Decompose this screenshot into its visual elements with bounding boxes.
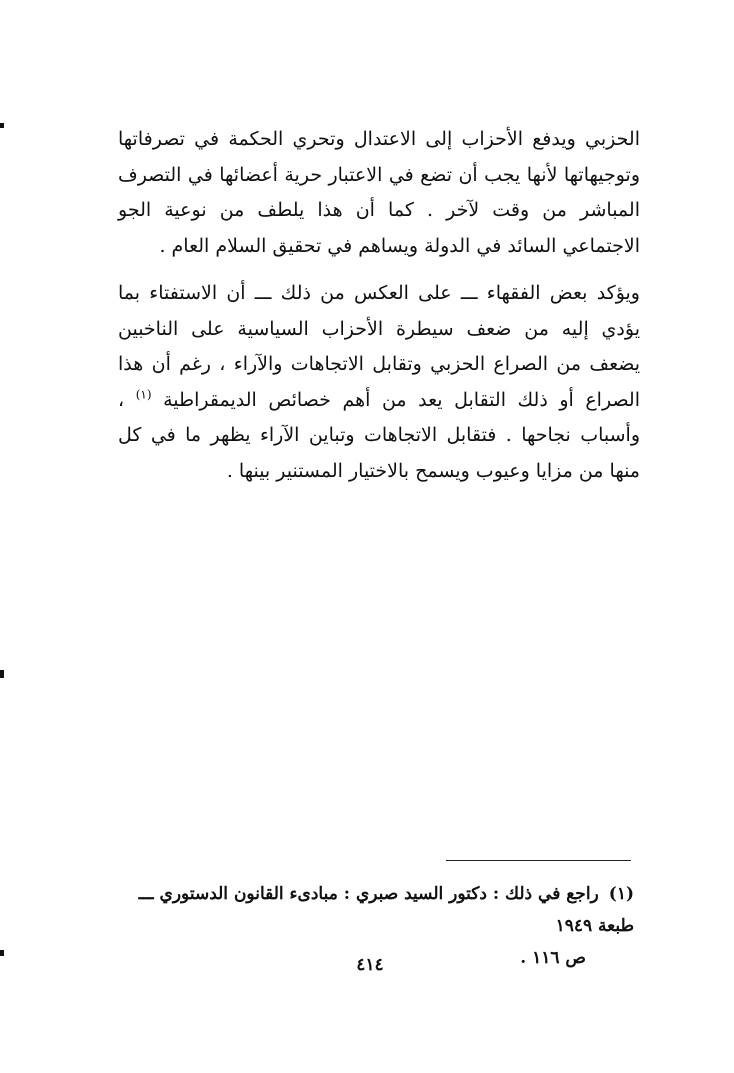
footnote-divider bbox=[446, 860, 631, 861]
footnote-line-2: ص ١١٦ . bbox=[520, 948, 586, 968]
paragraph-1 bbox=[118, 122, 640, 264]
scan-edge-mark bbox=[0, 123, 4, 128]
footnote-reference[interactable]: (١) bbox=[135, 387, 152, 402]
main-text bbox=[118, 122, 640, 489]
paragraph-2-text-b: ، وأسباب نجاحها . فتقابل الاتجاهات وتباين الآراء يظهر ما في كل منها من مزايا وعيوب ويسمح بالاختيار المستنير بينها . bbox=[118, 388, 640, 482]
footnote-line-1: راجع في ذلك : دكتور السيد صبري : مبادىء القانون الدستوري ـــ طبعة ١٩٤٩ bbox=[138, 884, 634, 936]
paragraph-2-text-a: ويؤكد بعض الفقهاء ـــ على العكس من ذلك ـــ أن الاستفتاء بما يؤدي إليه من ضعف سيطرة الأحزاب السياسية على الناخبين يضعف من الصراع الحزبي وتقابل الاتجاهات والآراء ، رغم أن هذا الصراع أو ذلك التقابل يعد من أهم خصائص الديمقراطية bbox=[118, 282, 640, 411]
scan-edge-mark bbox=[0, 670, 4, 678]
scan-edge-mark bbox=[0, 950, 4, 956]
footnote-number: (١) bbox=[608, 884, 634, 904]
paragraph-2 bbox=[118, 276, 640, 489]
page-number: ٤١٤ bbox=[356, 955, 384, 975]
paragraph-1-text: الحزبي ويدفع الأحزاب إلى الاعتدال وتحري الحكمة في تصرفاتها وتوجيهاتها لأنها يجب أن تضع في الاعتبار حرية أعضائها في التصرف المباشر من وقت لآخر . كما أن هذا يلطف من نوعية الجو الاجتماعي السائد في الدولة ويساهم في تحقيق السلام العام . bbox=[118, 128, 640, 257]
